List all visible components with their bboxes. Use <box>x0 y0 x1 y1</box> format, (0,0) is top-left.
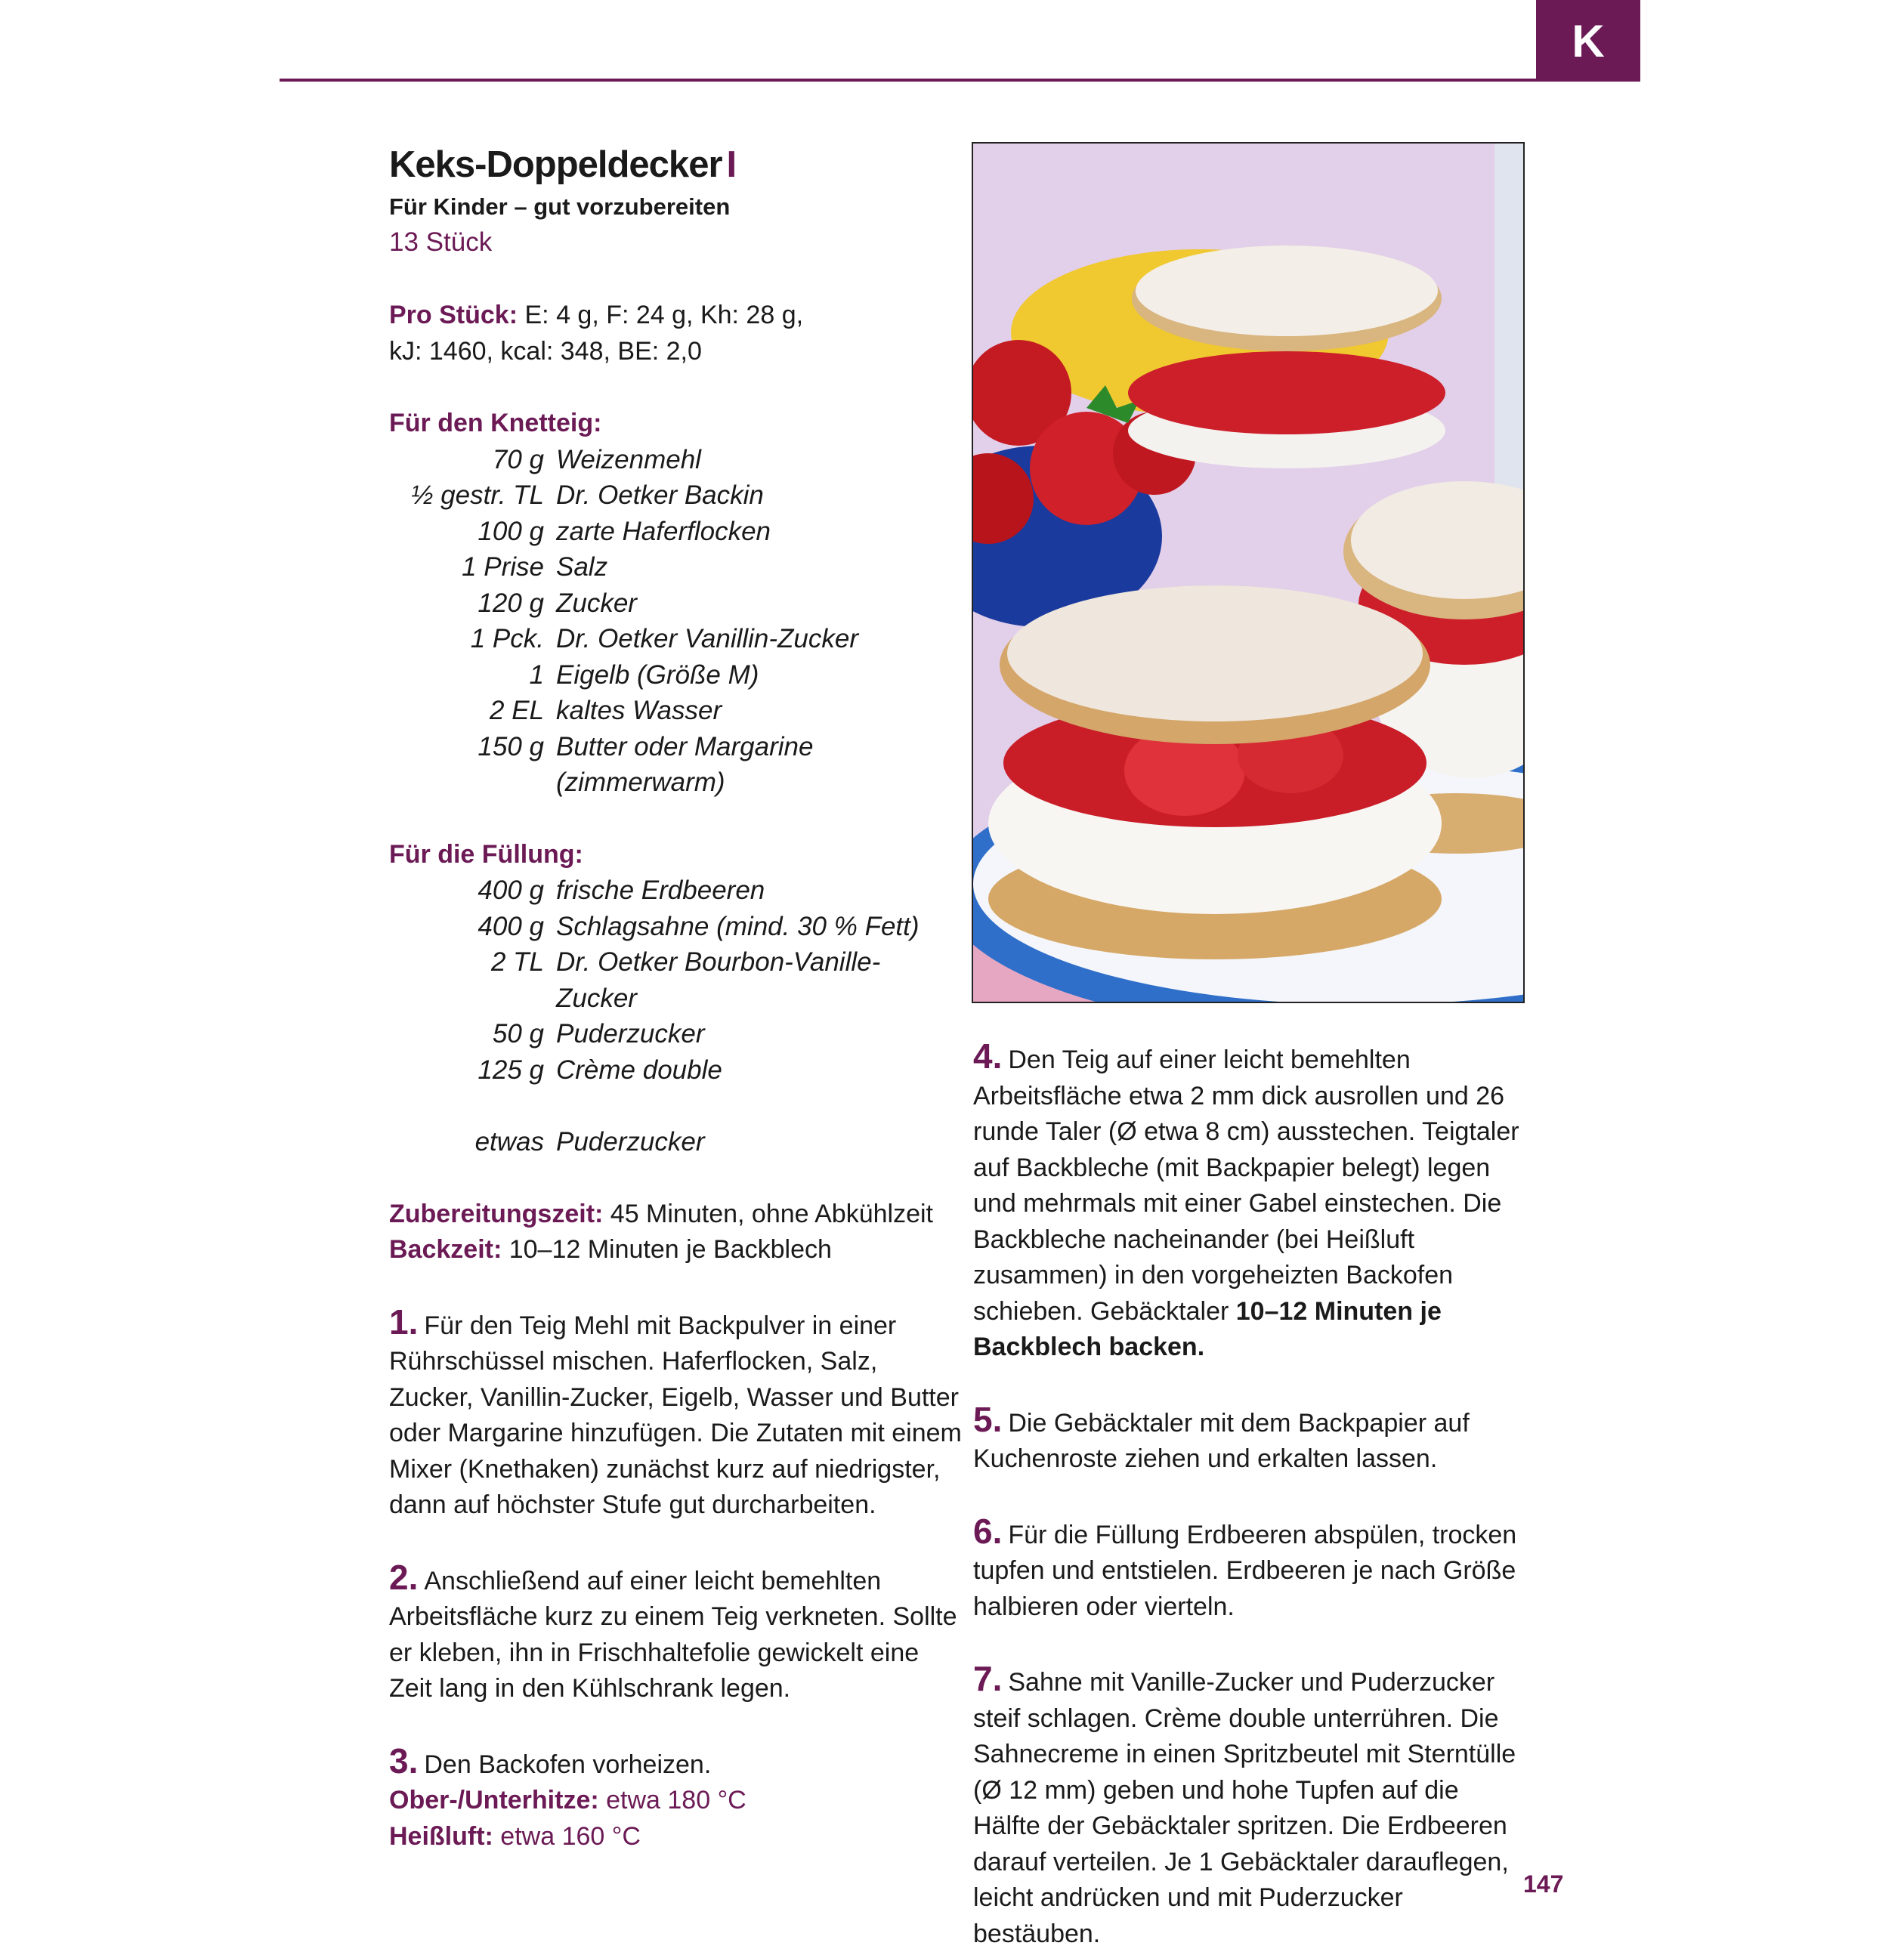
ingredient-row <box>389 764 963 801</box>
heat-label: Heißluft: <box>389 1821 493 1851</box>
ingredient-amount: 100 g <box>478 516 544 546</box>
right-column <box>973 1036 1532 1952</box>
left-column <box>389 142 963 1855</box>
step-number: 2. <box>389 1557 419 1597</box>
ingredient-amount: 1 Pck. <box>470 624 544 653</box>
nutrition-line-1 <box>389 298 963 334</box>
ingredient-name: Puderzucker <box>556 1019 705 1049</box>
bake-time-value: 10–12 Minuten je Backblech <box>502 1235 832 1264</box>
ingredient-amount: 125 g <box>478 1055 544 1085</box>
ingredient-amount: 1 Prise <box>462 552 544 582</box>
ingredient-row <box>389 981 963 1017</box>
recipe-title <box>389 142 963 187</box>
strawberry-cookie-photo <box>973 144 1523 1002</box>
ingredient-amount: 70 g <box>492 444 544 474</box>
heat-value: etwa 160 °C <box>493 1821 641 1851</box>
ingredient-name: Eigelb (Größe M) <box>556 659 759 690</box>
nutrition-line-2: kJ: 1460, kcal: 348, BE: 2,0 <box>389 336 702 366</box>
prep-time-value: 45 Minuten, ohne Abkühlzeit <box>603 1199 933 1228</box>
step-text: Für den Teig Mehl mit Backpulver in einer Rührschüssel mischen. Haferflocken, Salz, Zucker, Vanillin-Zucker, Eigelb, Wasser und Butter oder Margarine hinzufügen. Die Zutaten mit einem Mixer (Knethaken) zunächst kurz auf niedrigster, dann auf höchster Stufe gut durcharbeiten. <box>389 1311 962 1519</box>
recipe-yield: 13 Stück <box>389 227 493 257</box>
step-3 <box>389 1740 963 1784</box>
ingredient-row <box>389 1124 963 1160</box>
ingredient-row <box>389 514 963 550</box>
ingredient-name: kaltes Wasser <box>556 696 722 725</box>
ingredient-name: Salz <box>556 552 608 582</box>
prep-time-label: Zubereitungszeit: <box>389 1199 604 1228</box>
ingredient-row <box>389 442 963 478</box>
ingredient-name: (zimmerwarm) <box>556 768 725 797</box>
ingredient-row <box>389 729 963 765</box>
ingredient-name: frische Erdbeeren <box>556 876 765 905</box>
bake-time <box>389 1232 963 1268</box>
step-6 <box>973 1511 1532 1626</box>
ingredient-row <box>389 1052 963 1089</box>
ingredient-name: zarte Haferflocken <box>556 516 771 546</box>
step-text: Den Backofen vorheizen. <box>424 1750 712 1779</box>
heat-label: Ober-/Unterhitze: <box>389 1786 599 1815</box>
ingredient-row <box>389 477 963 514</box>
ingredient-row <box>389 549 963 585</box>
heat-value: etwa 180 °C <box>598 1786 746 1815</box>
ingredient-row <box>389 621 963 657</box>
heat-top-bottom <box>389 1783 963 1819</box>
ingredient-name: Butter oder Margarine <box>556 731 814 761</box>
ingredient-amount: ½ gestr. TL <box>411 480 544 510</box>
ingredient-amount <box>389 981 556 1017</box>
step-number: 4. <box>973 1036 1003 1076</box>
step-number: 3. <box>389 1740 419 1781</box>
ingredient-name: Zucker <box>556 983 637 1013</box>
ingredient-name: Schlagsahne (mind. 30 % Fett) <box>556 911 920 941</box>
ingredient-name: Dr. Oetker Bourbon-Vanille- <box>556 947 881 977</box>
ingredient-name: Crème double <box>556 1055 722 1085</box>
ingredient-row <box>389 693 963 729</box>
nutrition-label: Pro Stück: <box>389 301 518 329</box>
step-4 <box>973 1036 1532 1366</box>
ingredient-amount: 50 g <box>492 1019 544 1049</box>
step-text: Sahne mit Vanille-Zucker und Puderzucker steif schlagen. Crème double unterrühren. Die Sahnecreme in einen Spritzbeutel mit Sterntülle (Ø 12 mm) geben und hohe Tupfen auf die Hälfte der Gebäcktaler spritzen. Die Erdbeeren darauf verteilen. Je 1 Gebäcktaler darauflegen, leicht andrücken und mit Puderzucker bestäuben. <box>973 1668 1516 1948</box>
step-number: 6. <box>973 1511 1003 1551</box>
section-letter: K <box>1572 15 1605 66</box>
step-text: Für die Füllung Erdbeeren abspülen, trocken tupfen und entstielen. Erdbeeren je nach Größe halbieren oder vierteln. <box>973 1520 1517 1621</box>
ingredient-amount: etwas <box>474 1127 544 1157</box>
ingredient-row <box>389 944 963 981</box>
ingredient-name: Weizenmehl <box>556 444 701 474</box>
step-7 <box>973 1661 1532 1952</box>
step-2 <box>389 1557 963 1707</box>
filling-ingredient-list <box>389 873 963 1160</box>
ingredient-name: Zucker <box>556 588 637 618</box>
ingredient-amount <box>389 764 556 801</box>
ingredient-row <box>389 873 963 909</box>
ingredient-row <box>389 1016 963 1052</box>
step-number: 7. <box>973 1659 1003 1698</box>
ingredient-amount: 400 g <box>478 911 544 941</box>
ingredient-amount: 400 g <box>478 876 544 905</box>
recipe-title-text: Keks-Doppeldecker <box>389 144 722 185</box>
ingredient-name: Dr. Oetker Backin <box>556 480 764 510</box>
prep-time <box>389 1197 963 1233</box>
ingredient-name: Puderzucker <box>556 1127 705 1157</box>
title-marker: I <box>726 144 737 185</box>
recipe-photo <box>972 142 1525 1003</box>
ingredient-amount: 2 TL <box>490 947 544 977</box>
step-number: 5. <box>973 1399 1003 1439</box>
ingredient-row <box>389 657 963 693</box>
step-text: Anschließend auf einer leicht bemehlten Arbeitsfläche kurz zu einem Teig verkneten. Sollte er kleben, ihn in Frischhaltefolie gewickelt eine Zeit lang in den Kühlschrank legen. <box>389 1566 957 1703</box>
step-number: 1. <box>389 1302 419 1342</box>
recipe-subtitle: Für Kinder – gut vorzubereiten <box>389 193 731 220</box>
bake-time-label: Backzeit: <box>389 1235 502 1264</box>
ingredient-amount: 150 g <box>478 731 544 761</box>
header-rule <box>280 79 1540 82</box>
step-5 <box>973 1399 1532 1478</box>
heat-convection <box>389 1819 963 1855</box>
step-1 <box>389 1302 963 1524</box>
dough-heading: Für den Knetteig: <box>389 409 602 437</box>
ingredient-row <box>389 909 963 945</box>
nutrition-values: E: 4 g, F: 24 g, Kh: 28 g, <box>518 301 804 329</box>
ingredient-row <box>389 585 963 622</box>
section-tab <box>1536 0 1640 82</box>
ingredient-amount: 1 <box>529 659 544 690</box>
dough-ingredient-list <box>389 442 963 801</box>
step-text: Die Gebäcktaler mit dem Backpapier auf Kuchenroste ziehen und erkalten lassen. <box>973 1408 1470 1473</box>
step-bold-text: 10–12 Minuten je Backblech backen. <box>973 1296 1442 1361</box>
ingredient-amount: 2 EL <box>490 696 544 725</box>
ingredient-name: Dr. Oetker Vanillin-Zucker <box>556 624 859 653</box>
step-text: Den Teig auf einer leicht bemehlten Arbeitsfläche etwa 2 mm dick ausrollen und 26 runde Taler (Ø etwa 8 cm) ausstechen. Teigtaler auf Backbleche (mit Backpapier belegt) legen und mehrmals mit einer Gabel einstechen. Die Backbleche nacheinander (bei Heißluft zusammen) in den vorgeheizten Backofen schieben. Gebäcktaler <box>973 1045 1519 1326</box>
filling-heading: Für die Füllung: <box>389 839 583 869</box>
ingredient-amount: 120 g <box>478 588 544 618</box>
page-number: 147 <box>1523 1870 1564 1898</box>
